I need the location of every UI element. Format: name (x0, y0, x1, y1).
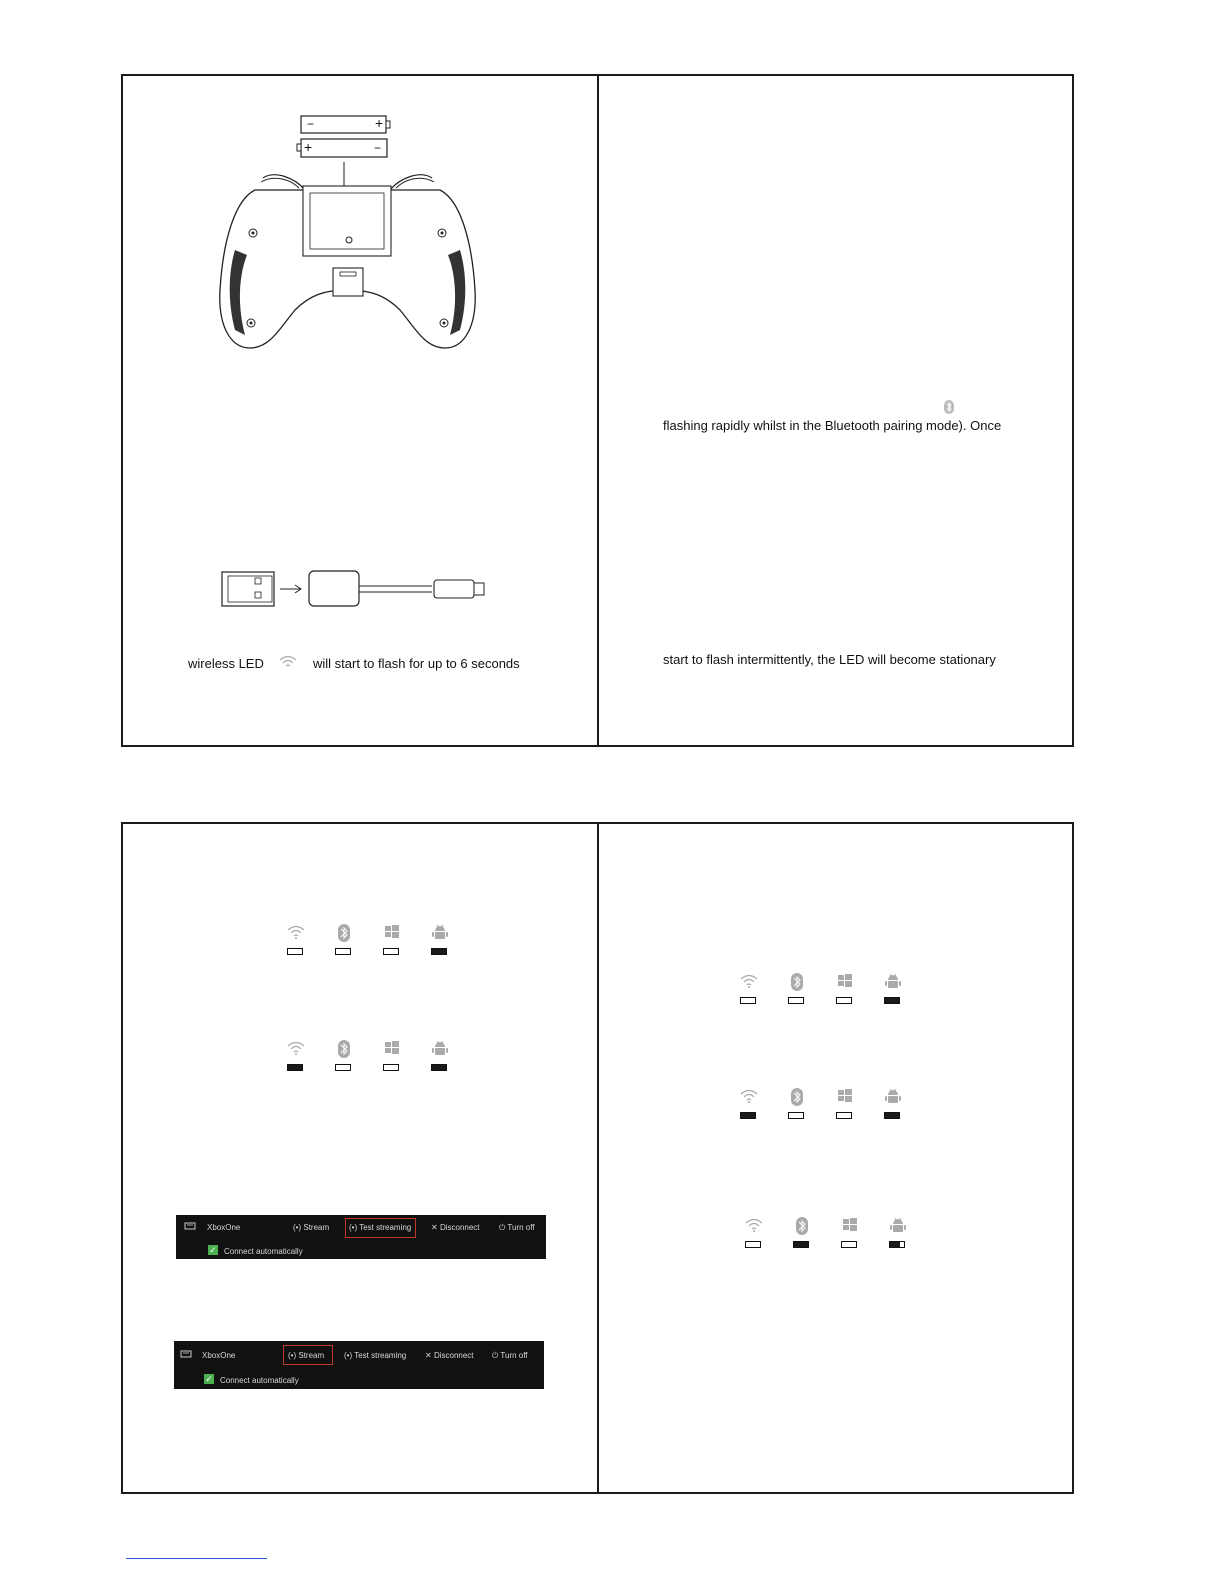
bluetooth-icon (792, 1217, 812, 1235)
led-status-off (287, 948, 303, 955)
wifi-icon (286, 924, 306, 942)
wifi-icon (744, 1217, 764, 1235)
battery-2-plus: + (304, 139, 313, 155)
bluetooth-icon (787, 1088, 807, 1106)
disconnect-label: Disconnect (433, 1351, 474, 1360)
led-status-off (788, 1112, 804, 1119)
android-icon (888, 1217, 908, 1235)
battery-1-plus: + (375, 115, 384, 131)
usb-adapter-illustration (220, 568, 490, 610)
turn-off-button[interactable]: ⏻ Turn off (499, 1223, 535, 1232)
wifi-icon (739, 973, 759, 991)
bluetooth-icon (334, 1040, 354, 1058)
test-streaming-button[interactable]: (•) Test streaming (349, 1223, 412, 1232)
led-status-off (788, 997, 804, 1004)
battery-1-minus: − (307, 117, 315, 131)
windows-icon (835, 973, 855, 991)
windows-icon (382, 1040, 402, 1058)
led-status-off (335, 1064, 351, 1071)
android-icon (430, 924, 450, 942)
wifi-icon (739, 1088, 759, 1106)
stream-button[interactable]: (•) Stream (288, 1351, 325, 1360)
led-status-off (745, 1241, 761, 1248)
android-icon (883, 973, 903, 991)
test-streaming-label: Test streaming (359, 1223, 412, 1232)
connect-auto-checkbox[interactable]: ✓ (205, 1374, 213, 1384)
wifi-icon (279, 655, 297, 669)
turn-off-label: Turn off (500, 1351, 528, 1360)
text-led-stationary: start to flash intermittently, the LED will become stationary (663, 652, 996, 667)
led-status-on (740, 1112, 756, 1119)
led-status-off (383, 948, 399, 955)
bluetooth-icon (943, 400, 955, 414)
xbox-connection-bar (174, 1341, 544, 1389)
bluetooth-icon (334, 924, 354, 942)
disconnect-button[interactable]: ✕ Disconnect (425, 1351, 474, 1360)
connect-auto-checkbox[interactable]: ✓ (209, 1245, 217, 1255)
led-status-on (884, 1112, 900, 1119)
connect-auto-label: Connect automatically (224, 1247, 303, 1256)
led-status-off (335, 948, 351, 955)
disconnect-label: Disconnect (439, 1223, 480, 1232)
led-status-off (841, 1241, 857, 1248)
led-status-off (740, 997, 756, 1004)
windows-icon (382, 924, 402, 942)
led-status-off (383, 1064, 399, 1071)
top-panel-divider (597, 76, 599, 745)
led-status-on (431, 948, 447, 955)
device-name: XboxOne (202, 1351, 236, 1360)
text-flash-duration: will start to flash for up to 6 seconds (313, 656, 520, 671)
battery-2-minus: − (374, 141, 382, 155)
bottom-panel (121, 822, 1074, 1494)
turn-off-label: Turn off (507, 1223, 535, 1232)
test-streaming-label: Test streaming (354, 1351, 407, 1360)
text-bluetooth-pairing: flashing rapidly whilst in the Bluetooth pairing mode). Once (663, 418, 1002, 433)
windows-icon (835, 1088, 855, 1106)
stream-label: Stream (298, 1351, 325, 1360)
wifi-icon (286, 1040, 306, 1058)
led-status-half (889, 1241, 905, 1248)
windows-icon (840, 1217, 860, 1235)
led-status-on (287, 1064, 303, 1071)
led-status-on (431, 1064, 447, 1071)
test-streaming-button[interactable]: (•) Test streaming (344, 1351, 407, 1360)
connect-auto-label: Connect automatically (220, 1376, 299, 1385)
android-icon (430, 1040, 450, 1058)
stream-label: Stream (303, 1223, 330, 1232)
led-status-on (884, 997, 900, 1004)
bluetooth-icon (787, 973, 807, 991)
turn-off-button[interactable]: ⏻ Turn off (492, 1351, 528, 1360)
device-name: XboxOne (207, 1223, 241, 1232)
controller-back-illustration (215, 160, 480, 352)
led-status-off (836, 1112, 852, 1119)
disconnect-button[interactable]: ✕ Disconnect (431, 1223, 480, 1232)
bottom-panel-divider (597, 824, 599, 1492)
footer-link-underline[interactable] (126, 1558, 267, 1559)
xbox-connection-bar (176, 1215, 546, 1259)
android-icon (883, 1088, 903, 1106)
led-status-off (836, 997, 852, 1004)
console-icon (184, 1221, 196, 1231)
console-icon (180, 1349, 192, 1359)
led-status-on (793, 1241, 809, 1248)
stream-button[interactable]: (•) Stream (293, 1223, 330, 1232)
text-wireless-led: wireless LED (188, 656, 264, 671)
